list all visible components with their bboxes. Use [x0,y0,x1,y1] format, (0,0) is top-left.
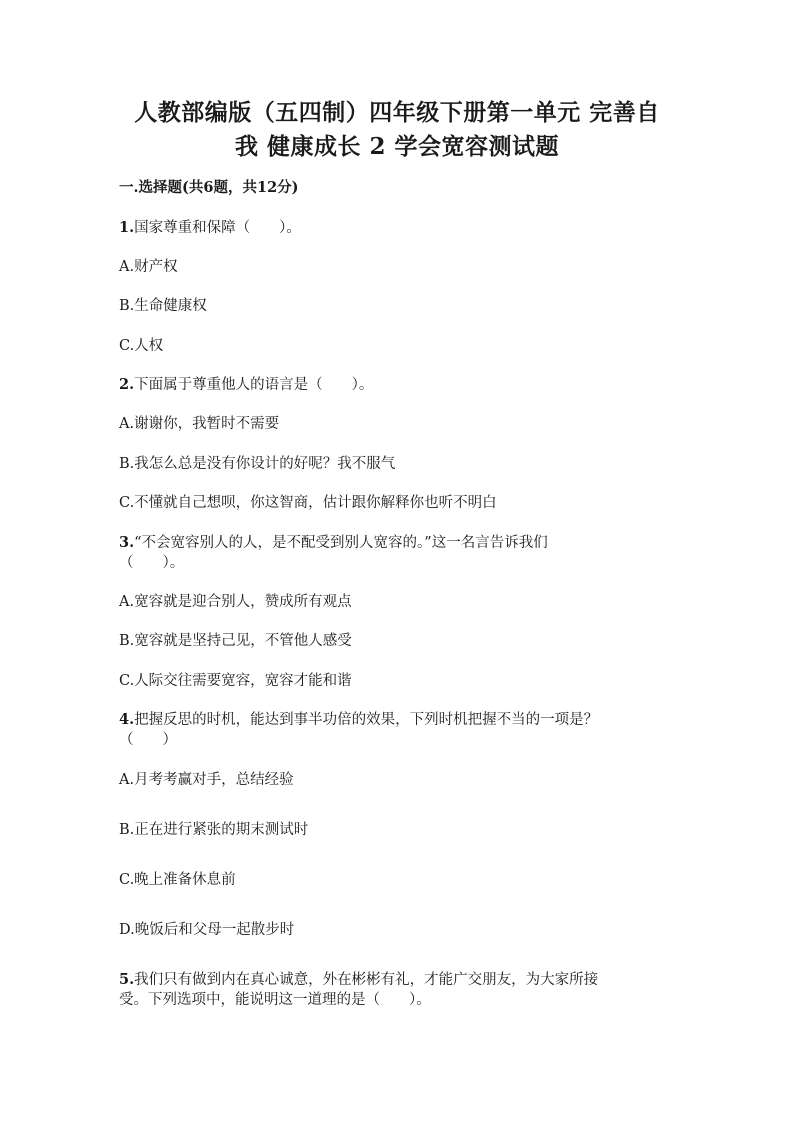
question-1-option-b: B.生命健康权 [119,298,207,314]
question-4-option-b: B.正在进行紧张的期末测试时 [119,822,309,838]
question-text: 把握反思的时机，能达到事半功倍的效果，下列时机把握不当的一项是？ [134,712,599,728]
question-4-stem-line-1 [119,710,598,730]
question-number: 3. [119,534,135,551]
question-3-stem-line-2: （ ）。 [119,555,185,571]
section-heading: 一.选择题(共6题，共12分) [119,179,299,196]
question-number: 2. [119,376,135,393]
question-3-option-b: B.宽容就是坚持己见，不管他人感受 [119,633,352,649]
question-1-option-c: C.人权 [119,338,164,354]
title-line-1: 人教部编版（五四制）四年级下册第一单元 完善自 [134,99,660,126]
question-text: 国家尊重和保障（ ）。 [134,220,301,236]
question-1-option-a: A.财产权 [119,259,178,275]
question-4-option-a: A.月考考赢对手，总结经验 [119,772,294,788]
question-1-stem [119,218,301,238]
question-number: 4. [119,711,135,728]
question-2-option-b: B.我怎么总是没有你设计的好呢？我不服气 [119,456,396,472]
question-2-stem [119,375,373,395]
question-5-stem-line-1 [119,970,598,990]
question-text: 我们只有做到内在真心诚意，外在彬彬有礼，才能广交朋友，为大家所接 [134,972,599,988]
document-title [110,96,684,164]
question-text: 下面属于尊重他人的语言是（ ）。 [134,377,374,393]
question-2-option-c: C.不懂就自己想呗，你这智商，估计跟你解释你也听不明白 [119,495,497,511]
question-4-option-d: D.晚饭后和父母一起散步时 [119,922,295,938]
question-2-option-a: A.谢谢你，我暂时不需要 [119,416,280,432]
title-line-2: 我 健康成长 2 学会宽容测试题 [234,133,560,160]
question-number: 1. [119,219,135,236]
question-5-stem-line-2: 受。下列选项中，能说明这一道理的是（ ）。 [119,992,431,1008]
question-4-option-c: C.晚上准备休息前 [119,872,236,888]
question-text: “不会宽容别人的人，是不配受到别人宽容的。”这一名言告诉我们 [134,535,548,551]
question-3-option-a: A.宽容就是迎合别人，赞成所有观点 [119,594,352,610]
question-4-stem-line-2: （ ） [119,732,177,748]
question-number: 5. [119,971,135,988]
question-3-stem-line-1 [119,533,548,553]
question-3-option-c: C.人际交往需要宽容，宽容才能和谐 [119,673,352,689]
